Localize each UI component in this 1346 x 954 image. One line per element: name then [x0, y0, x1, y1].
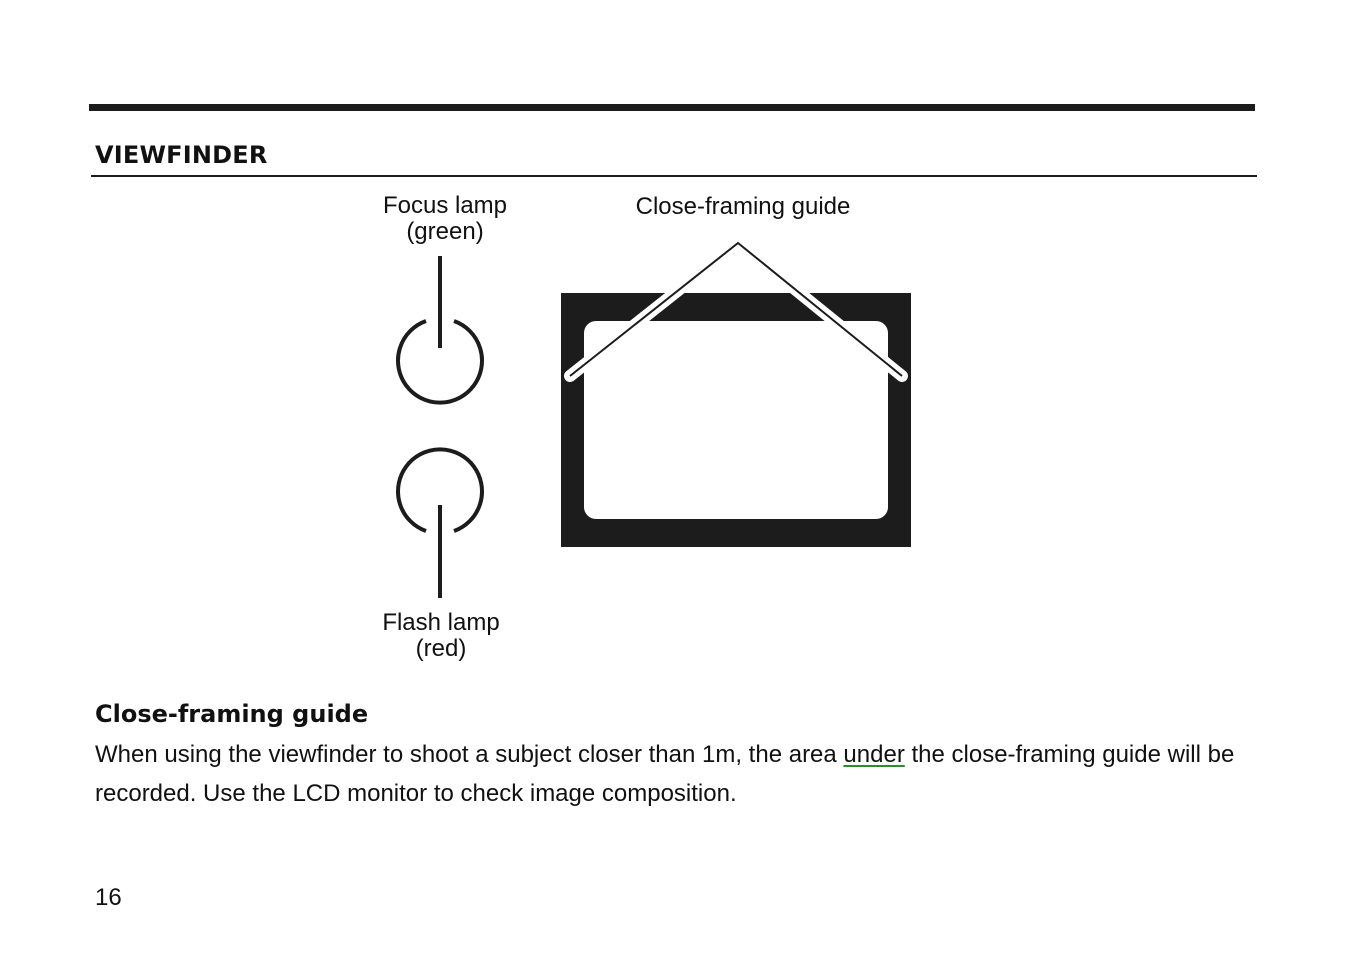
focus-lamp-color: (green) [406, 218, 484, 245]
focus-lamp-name: Focus lamp [382, 192, 508, 219]
close-framing-description [95, 735, 1235, 813]
flash-lamp-color: (red) [415, 635, 467, 662]
page-number: 16 [95, 884, 122, 911]
flash-lamp-name: Flash lamp [382, 609, 500, 636]
viewfinder-frame [561, 293, 911, 547]
close-framing-guide-label: Close-framing guide [635, 193, 851, 220]
flash-lamp-icon [398, 449, 482, 598]
section-title: VIEWFINDER [95, 141, 268, 169]
under-link[interactable]: under [843, 741, 905, 768]
description-text-start: When using the viewfinder to shoot a subject closer than 1m, the area [95, 741, 844, 768]
focus-lamp-label [340, 193, 550, 245]
description-text-end: the close-framing guide will be recorded. Use the LCD monitor to check image composition. [95, 741, 1235, 807]
close-framing-heading: Close-framing guide [95, 700, 369, 728]
flash-lamp-label [336, 610, 546, 662]
focus-lamp-icon [398, 256, 482, 403]
